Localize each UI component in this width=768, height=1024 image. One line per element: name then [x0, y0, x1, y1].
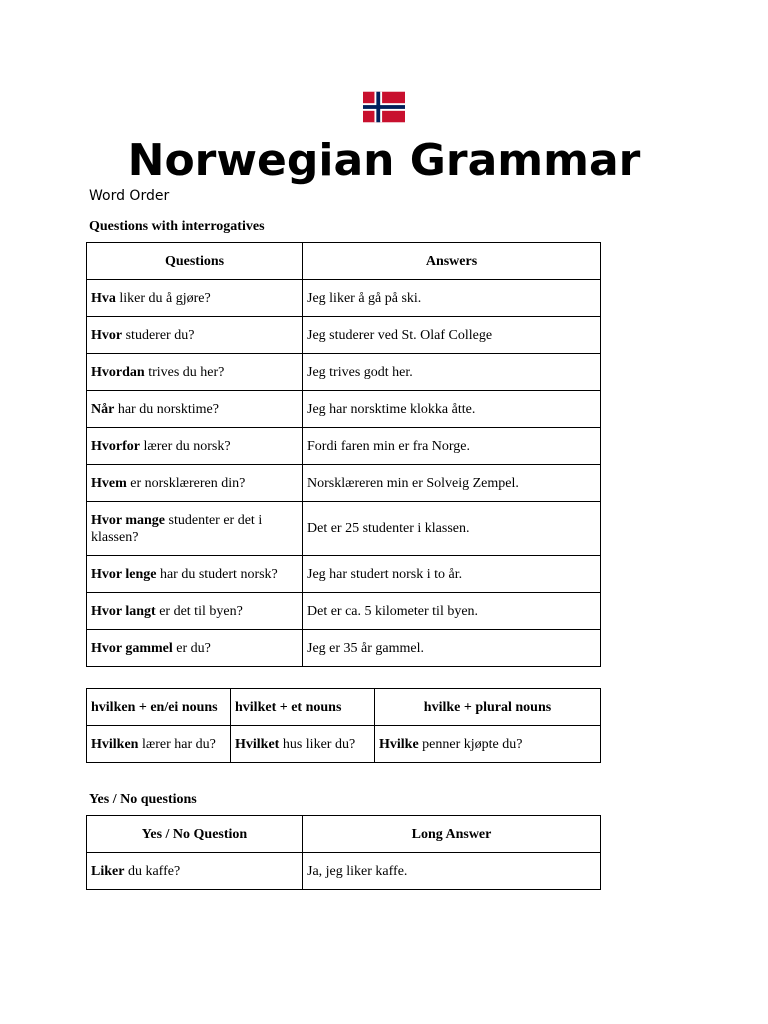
question-cell: [87, 280, 303, 317]
question-text: er det til byen?: [155, 603, 243, 619]
table-row: [87, 428, 601, 465]
page-subtitle: Word Order: [89, 188, 170, 204]
question-text: studerer du?: [122, 327, 195, 343]
interrogative-word: Hvor gammel: [91, 640, 173, 656]
hvilken-table: [86, 688, 601, 763]
verb-word: Liker: [91, 863, 125, 879]
column-header: hvilke + plural nouns: [375, 689, 601, 726]
question-cell: [87, 502, 303, 556]
answer-cell: Norsklæreren min er Solveig Zempel.: [303, 465, 601, 502]
question-text: trives du her?: [144, 364, 225, 380]
interrogative-word: Hvem: [91, 475, 127, 491]
interrogative-word: Hvilke: [379, 736, 419, 752]
column-header: Questions: [87, 243, 303, 280]
interrogative-word: Hvor: [91, 327, 123, 343]
question-cell: [87, 593, 303, 630]
table-row: [87, 630, 601, 667]
question-text: studenter er det i klassen?: [91, 512, 263, 545]
table-row: [87, 465, 601, 502]
question-cell: [87, 391, 303, 428]
example-cell: [231, 726, 375, 763]
question-cell: [87, 465, 303, 502]
answer-cell: Jeg trives godt her.: [303, 354, 601, 391]
answer-cell: Jeg er 35 år gammel.: [303, 630, 601, 667]
interrogative-word: Når: [91, 401, 115, 417]
answer-cell: Det er ca. 5 kilometer til byen.: [303, 593, 601, 630]
interrogative-word: Hvor lenge: [91, 566, 157, 582]
table-row: [87, 853, 601, 890]
answer-cell: Jeg har studert norsk i to år.: [303, 556, 601, 593]
column-header: Yes / No Question: [87, 816, 303, 853]
answer-cell: Jeg studerer ved St. Olaf College: [303, 317, 601, 354]
question-text: er norsklæreren din?: [126, 475, 246, 491]
answer-cell: Fordi faren min er fra Norge.: [303, 428, 601, 465]
norway-flag-icon: [363, 91, 405, 123]
example-text: penner kjøpte du?: [418, 736, 523, 752]
answer-cell: Ja, jeg liker kaffe.: [303, 853, 601, 890]
interrogative-word: Hvilket: [235, 736, 280, 752]
interrogative-word: Hva: [91, 290, 116, 306]
table-header-row: [87, 243, 601, 280]
answer-cell: Det er 25 studenter i klassen.: [303, 502, 601, 556]
interrogative-word: Hvor langt: [91, 603, 156, 619]
table-header-row: [87, 689, 601, 726]
interrogative-word: Hvorfor: [91, 438, 140, 454]
interrogative-word: Hvordan: [91, 364, 145, 380]
table-row: [87, 556, 601, 593]
table-header-row: [87, 816, 601, 853]
table-row: [87, 726, 601, 763]
yes-no-table: [86, 815, 601, 890]
answer-cell: Jeg liker å gå på ski.: [303, 280, 601, 317]
interrogatives-table: [86, 242, 601, 667]
section-heading-interrogatives: Questions with interrogatives: [89, 219, 265, 234]
question-cell: [87, 853, 303, 890]
question-cell: [87, 556, 303, 593]
question-text: lærer du norsk?: [139, 438, 231, 454]
interrogative-word: Hvilken: [91, 736, 139, 752]
question-cell: [87, 428, 303, 465]
example-cell: [375, 726, 601, 763]
table-row: [87, 317, 601, 354]
question-text: har du studert norsk?: [156, 566, 278, 582]
example-text: lærer har du?: [138, 736, 216, 752]
column-header: Answers: [303, 243, 601, 280]
table-row: [87, 502, 601, 556]
page-title: Norwegian Grammar: [127, 135, 641, 186]
table-row: [87, 354, 601, 391]
column-header: Long Answer: [303, 816, 601, 853]
example-text: hus liker du?: [279, 736, 356, 752]
column-header: hvilket + et nouns: [231, 689, 375, 726]
question-text: har du norsktime?: [114, 401, 219, 417]
question-cell: [87, 630, 303, 667]
question-cell: [87, 317, 303, 354]
example-cell: [87, 726, 231, 763]
table-row: [87, 391, 601, 428]
table-row: [87, 280, 601, 317]
question-cell: [87, 354, 303, 391]
question-text: liker du å gjøre?: [115, 290, 211, 306]
table-row: [87, 593, 601, 630]
question-text: du kaffe?: [124, 863, 181, 879]
column-header: hvilken + en/ei nouns: [87, 689, 231, 726]
section-heading-yes-no: Yes / No questions: [89, 792, 197, 807]
question-text: er du?: [172, 640, 211, 656]
answer-cell: Jeg har norsktime klokka åtte.: [303, 391, 601, 428]
interrogative-word: Hvor mange: [91, 512, 166, 528]
